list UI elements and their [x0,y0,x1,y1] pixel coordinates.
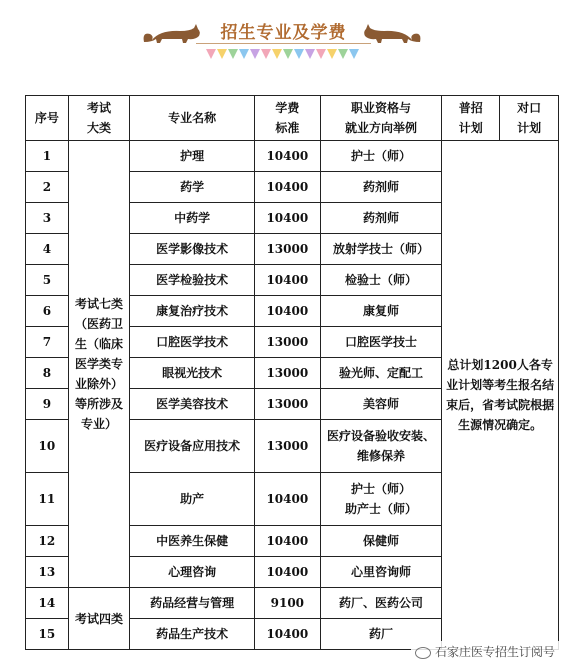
cell-no: 3 [26,203,69,234]
cell-no: 11 [26,473,69,526]
cell-major: 医学美容技术 [130,389,255,420]
cell-job: 护士（师） [320,141,441,172]
header-pair [500,96,559,141]
cell-fee: 10400 [254,141,320,172]
cell-fee: 10400 [254,172,320,203]
header-category-line2: 大类 [87,121,112,135]
wechat-icon [415,647,431,659]
cell-major: 中药学 [130,203,255,234]
page-title: 招生专业及学费 [220,23,347,43]
cell-major: 药品经营与管理 [130,588,255,619]
cell-job: 保健师 [320,526,441,557]
cell-job: 药剂师 [320,203,441,234]
cell-fee: 10400 [254,265,320,296]
cell-no: 6 [26,296,69,327]
cell-job: 心里咨询师 [320,557,441,588]
cell-major: 医疗设备应用技术 [130,420,255,473]
cell-job-line2: 助产士（师） [345,502,418,516]
cell-job: 放射学技士（师） [320,234,441,265]
cell-no: 15 [26,619,69,650]
watermark [411,641,559,662]
header-pair-line2: 计划 [517,121,542,135]
header-no: 序号 [26,96,69,141]
bunting-flags [206,44,361,56]
cell-fee: 10400 [254,473,320,526]
cell-job: 检验士（师） [320,265,441,296]
header-fee-line2: 标准 [275,121,300,135]
cell-fee: 13000 [254,234,320,265]
cell-fee: 13000 [254,327,320,358]
cell-no: 8 [26,358,69,389]
cell-no: 2 [26,172,69,203]
cell-fee: 10400 [254,526,320,557]
table-header-row [26,96,559,141]
cell-major: 护理 [130,141,255,172]
cell-major: 口腔医学技术 [130,327,255,358]
cell-job [320,420,441,473]
cell-job-line1: 医疗设备验收安装、 [327,429,436,443]
cell-job: 药剂师 [320,172,441,203]
cell-no: 9 [26,389,69,420]
header-category-line1: 考试 [87,101,112,115]
cell-job [320,473,441,526]
cell-major: 康复治疗技术 [130,296,255,327]
cell-major: 助产 [130,473,255,526]
header-job [320,96,441,141]
cell-major: 中医养生保健 [130,526,255,557]
cell-no: 14 [26,588,69,619]
cell-fee: 10400 [254,296,320,327]
cell-major: 药品生产技术 [130,619,255,650]
header-major: 专业名称 [130,96,255,141]
cell-job: 验光师、定配工 [320,358,441,389]
cell-fee: 9100 [254,588,320,619]
cell-fee: 13000 [254,358,320,389]
header-plan-line2: 计划 [458,121,483,135]
header-job-line2: 就业方向举例 [345,121,418,135]
cell-job: 康复师 [320,296,441,327]
cell-no: 7 [26,327,69,358]
cell-fee: 10400 [254,619,320,650]
cell-major: 眼视光技术 [130,358,255,389]
cell-no: 10 [26,420,69,473]
cell-job: 美容师 [320,389,441,420]
cell-major: 心理咨询 [130,557,255,588]
header-pair-line1: 对口 [517,101,542,115]
cell-major: 医学影像技术 [130,234,255,265]
header-category [68,96,130,141]
cell-no: 1 [26,141,69,172]
header-job-line1: 职业资格与 [351,101,412,115]
cell-job: 口腔医学技士 [320,327,441,358]
cat-right-icon [362,22,424,46]
cell-fee: 13000 [254,389,320,420]
header-fee-line1: 学费 [275,101,300,115]
cell-no: 5 [26,265,69,296]
cell-major: 药学 [130,172,255,203]
cell-fee: 13000 [254,420,320,473]
cell-no: 4 [26,234,69,265]
cell-job-line1: 护士（师） [351,482,412,496]
banner [0,0,567,64]
cell-job: 药厂、医药公司 [320,588,441,619]
header-plan-line1: 普招 [458,101,483,115]
cell-fee: 10400 [254,557,320,588]
fees-table [25,95,559,650]
cell-plan-note: 总计划1200人各专业计划等考生报名结束后，省考试院根据生源情况确定。 [442,141,559,650]
cell-job-line2: 维修保养 [357,449,406,463]
cell-major: 医学检验技术 [130,265,255,296]
cell-no: 12 [26,526,69,557]
cell-no: 13 [26,557,69,588]
cell-category-four: 考试四类 [68,588,130,650]
cell-fee: 10400 [254,203,320,234]
header-fee [254,96,320,141]
table-row [26,141,559,172]
cell-category-seven: 考试七类（医药卫生（临床医学类专业除外）等所涉及专业） [68,141,130,588]
header-plan [442,96,500,141]
watermark-text: 石家庄医专招生订阅号 [434,645,555,659]
cell-job: 药厂 [320,619,441,650]
